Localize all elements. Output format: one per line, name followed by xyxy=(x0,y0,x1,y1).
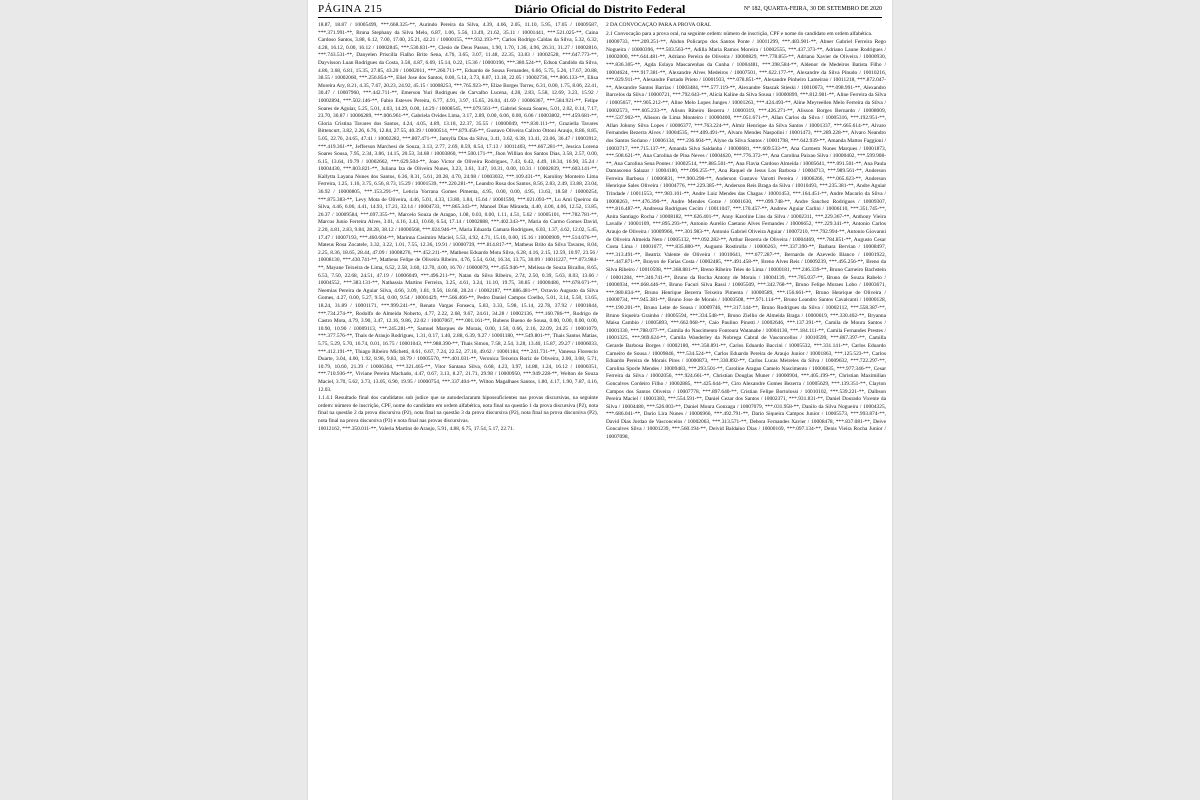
page-number: PÁGINA 215 xyxy=(318,3,383,15)
edition-info: Nº 182, QUARTA-FEIRA, 30 DE SETEMBRO DE 2020 xyxy=(743,6,882,12)
section-2-heading: 2 DA CONVOCAÇÃO PARA A PROVA ORAL xyxy=(606,22,712,28)
sub-judice-results-list: 10012162, ***.350.011-**, Valeria Martins de Araujo, 5.91, 4.88, 6.75, 17.54, 5.17, 22.71. xyxy=(318,426,515,433)
page-header xyxy=(318,3,882,18)
candidate-results-list: 18.87, 18.87 / 10005499, ***.668.325-**, Aurindo Pereira da Silva, 4.39, 4.66, 2.05, 11.10, 5.95, 17.05 / 10009587, ***.371.991-**, Bruna Stephany da Silva Melo, 6.87, 1.06, 5.56, 13.49, 21.62, 35.11 / 10001441, ***.521.025-**, Caina Cardoso Santos, 3.88, 6.12, 7.00, 17.00, 25.21, 42.21 / 10000155, ***.932.193-**, Carlos Rodrigo Caldas da Silva, 5.32, 6.32, 4.28, 16.12, 0.00, 16.12 / 10002845, ***.530.831-**, Clesio de Deus Passos, 1.90, 1.70, 1.36, 4.96, 26.31, 31.27 / 10002816, ***.743.531-**, Danyelen Priscilla Fialho Brito Sena, 4.76, 3.65, 3.07, 11.48, 22.35, 33.83 / 10002528, ***.647.773-**, Dayvisson Luan Rodrigues da Costa, 3.58, 4.87, 6.69, 15.14, 0.22, 15.36 / 10000196, ***.380.524-**, Edson Candido da Silva, 4.86, 3.68, 6.81, 15.35, 27.85, 43.20 / 10002011, ***.260.711-**, Eduardo de Sousa Fernandes, 6.66, 5.75, 5.26, 17.67, 20.88, 38.55 / 10002060, ***.256.854-**, Eliel Jose dos Santos, 0.00, 5.14, 3.73, 8.87, 13.18, 22.05 / 10002736, ***.806.133-**, Elisa Moreira Ary, 8.21, 4.35, 7.67, 20.23, 24.92, 45.15 / 10008253, ***.765.923-**, Elize Borges Torres, 6.31, 0.00, 1.75, 8.06, 22.41, 30.47 / 10007960, ***.442.711-**, Emerson Yuri Rodrigues de Carvalho Lucena, 4.28, 2.83, 5.58, 12.69, 3.23, 15.92 / 10002894, ***.502.146-**, Fabio Esteves Pereira, 6.77, 4.91, 3.97, 15.65, 26.04, 41.69 / 10006367, ***.584.921-**, Felipe Soares de Aguiar, 5.25, 5.01, 4.03, 14.29, 0.00, 14.29 / 10008545, ***.079.561-**, Gabriel Souza Soares, 5.01, 2.02, 0.14, 7.17, 23.70, 30.87 / 10006289, ***.006.961-**, Gabriela Ovides Lima, 3.17, 2.89, 0.00, 6.06, 0.00, 6.06 / 10003802, ***.459.681-**, Gloria Cristina Tavares dos Santos, 4.24, 4.05, 4.89, 13.18, 22.37, 35.55 / 10000049, ***.830.111-**, Graziella Tavares Bittencurt, 3.82, 2.26, 6.76, 12.84, 27.55, 40.39 / 10000514, ***.879.456-**, Gustavo Oliveira Calixto Ottoni Araujo, 8.86, 8.85, 5.05, 22.76, 24.65, 47.41 / 10002282, ***.807.471-**, Jamylla Dias da Silva, 3.41, 3.62, 6.38, 13.41, 23.06, 36.47 / 10003912, ***.419.361-**, Jefferson Marchesi de Souza, 3.13, 2.77, 2.69, 8.59, 8.54, 17.13 / 10011403, ***.667.281-**, Jessica Lorena Soares Sousa, 7.95, 2.34, 3.86, 14.15, 20.53, 34.68 / 10003860, ***.500.171-**, Jhon Willian dos Santos Dias, 3.58, 2.57, 0.00, 6.15, 13.64, 19.79 / 10002662, ***.629.504-**, Joao Victor de Oliveira Rodrigues, 7.43, 6.42, 4.49, 18.34, 16.90, 35.24 / 10004430, ***.803.821-**, Juliana Iza de Oliveira Nunes, 3.23, 3.61, 3.47, 10.31, 0.00, 10.31 / 10002839, ***.603.141-**, Kallytta Layana Nunes dos Santos, 6.36, 8.31, 5.61, 20.28, 4.70, 24.98 / 10003032, ***.109.431-**, Karoliny Monteiro Lima Ferreira, 1.25, 1.16, 3.75, 6.56, 8.73, 15.29 / 10001539, ***.220.281-**, Leandro Rosa dos Santos, 8.56, 2.83, 2.49, 13.88, 23.04, 36.92 / 10000805, ***.153.291-**, Leticia Yorrana Gomes Pimenta, 4.95, 0.00, 0.00, 4.95, 13.63, 18.58 / 10000254, ***.875.383-**, Levy Mota de Oliveira, 4.46, 5.01, 4.33, 13.80, 1.84, 15.64 / 10001590, ***.021.093-**, Lu Ami Queiroz da Silva, 4.46, 6.06, 4.41, 14.93, 17.21, 32.14 / 10004733, ***.865.343-**, Manoel Dias Miranda, 4.40, 4.06, 4.06, 12.52, 13.85, 26.37 / 10009584, ***.697.355-**, Marcelo Souza de Aragao, 1.08, 0.03, 0.00, 1.11, 4.51, 5.62 / 10005101, ***.782.781-**, Marcus Junio Ferreira Alves, 3.01, 4.16, 3.43, 10.60, 6.54, 17.14 / 10002888, ***.402.343-**, Maria do Carmo Gomes David, 2.20, 4.81, 2.83, 9.84, 28.28, 38.12 / 10000568, ***.024.946-**, Maria Eduarda Camara Rodrigues, 6.03, 1.37, 4.62, 12.02, 5.45, 17.47 / 10007193, ***.460.604-**, Marinna Casimiro Maciel, 5.53, 4.92, 4.71, 15.16, 0.00, 15.16 / 10000909, ***.514.076-**, Mateus Rosa Zocatele, 3.32, 3.22, 1.01, 7.55, 12.36, 19.91 / 10000739, ***.814.817-**, Matheus Brito da Silva Tavares, 8.04, 2.25, 8.36, 18.65, 28.44, 47.09 / 10008276, ***.452.211-**, Matheus Eduardo Mota Silva, 6.28, 4.16, 2.15, 12.59, 10.97, 23.56 / 10008130, ***.430.741-**, Matheus Felipe de Oliveira Ribeiro, 4.76, 5.54, 6.04, 16.34, 13.75, 30.09 / 10011227, ***.073.984-**, Mayane Teixeira de Lima, 6.52, 2.58, 3.60, 12.70, 4.00, 16.70 / 10000079, ***.455.946-**, Melissa de Souza Bicalho, 8.65, 6.53, 7.50, 22.68, 24.51, 47.19 / 10006049, ***.496.211-**, Natan da Silva Ribeiro, 2.74, 2.50, 0.39, 5.63, 8.03, 13.66 / 10004552, ***.383.131-**, Nathassia Martins Ferreira, 3.25, 4.61, 3.24, 11.10, 19.75, 30.85 / 10000486, ***.678.671-**, Neemias Pereira de Aguiar Silva, 4.66, 3.09, 1.81, 9.56, 18.68, 28.24 / 10002187, ***.886.481-**, Octavio Augusto da Silva Gomes, 4.27, 0.00, 5.27, 9.54, 0.00, 9.54 / 10001429, ***.566.466-**, Pedro Daniel Campos Coelho, 5.01, 3.14, 5.50, 13.65, 18.24, 31.89 / 10001171, ***.999.241-**, Renato Vargas Fonseca, 5.83, 3.33, 5.98, 15.14, 22.78, 37.92 / 10001844, ***.734.274-**, Rodolfo de Almeida Noberto, 4.77, 2.22, 2.68, 9.67, 24.61, 34.28 / 10002136, ***.160.786-**, Rodrigo de Castro Mota, 4.79, 3.90, 3.47, 12.16, 9.86, 22.02 / 10007067, ***.001.161-**, Rubens Bueno de Sousa, 0.00, 0.00, 0.00, 0.00, 10.90, 10.90 / 10009113, ***.245.281-**, Samuel Marques de Morais, 0.00, 1.50, 0.66, 2.16, 22.09, 24.25 / 10001079, ***.377.576-**, Thais de Araujo Rodrigues, 1.31, 0.17, 1.40, 2.88, 6.39, 9.27 / 10001180, ***.549.801-**, Thais Santos Matias, 5.75, 5.29, 5.70, 16.74, 0.01, 16.75 / 10001043, ***.988.390-**, Thais Simon, 7.58, 2.54, 3.28, 13.40, 15.87, 29.27 / 10006033, ***.412.191-**, Thiago Ribeiro Michetti, 8.61, 6.67, 7.24, 22.52, 27.10, 49.62 / 10001184, ***.241.731-**, Vanessa Florencio Duarte, 3.04, 4.00, 1.92, 8.96, 9.83, 18.79 / 10005570, ***.401.031-**, Veronica Teixeira Roriz de Oliveira, 2.00, 3.08, 5.71, 10.79, 10.60, 21.39 / 10006364, ***.321.465-**, Vitor Santana Silva, 6.68, 4.23, 3.97, 14.88, 1.24, 16.12 / 10000351, ***.710.936-**, Viviane Pereira Machado, 4.47, 0.67, 3.13, 8.27, 21.71, 29.98 / 10000950, ***.949.228-**, Welton de Souza Maciel, 3.70, 5.62, 3.73, 13.05, 6.90, 19.95 / 10000754, ***.337.404-**, Wilton Magalhaes Santos, 1.80, 4.17, 1.90, 7.87, 4.16, 12.03. xyxy=(318,22,598,393)
journal-title: Diário Oficial do Distrito Federal xyxy=(514,2,686,16)
right-column xyxy=(606,22,886,798)
oral-exam-convocation-list: 10000733, ***.209.251-**, Abdon Policarpo dos Santos Ponte / 10011299, ***.483.901-**, Abner Gabriel Ferreira Rego Nogueira / 10000396, ***.503.563-**, Adilla Maria Ramos Moreira / 10002555, ***.437.373-**, Adriano Laune Rodrigues / 10002000, ***.644.481-**, Adriano Pereira de Oliveira / 10000829, ***.778.855-**, Adriano Xavier de Oliveira / 10000930, ***.836.305-**, Agda Eslaya Mascarenhas da Cunha / 10004481, ***.398.584-**, Aldenor de Medeiros Batista Filho / 10004624, ***.917.381-**, Alexandre Alves Medeiros / 10007501, ***.622.177-**, Alexandre da Silva Pinudo / 10010216, ***.029.911-**, Alexandre Furtado Prieto / 10001933, ***.078.851-**, Alexandre Pinheiro Lameirao / 10011218, ***.872.047-**, Alexandre Santos Barrias / 10003484, ***.577.119-**, Alexandre Staszak Stieski / 10010673, ***.098.991-**, Alexandro Barcelos da Silva / 10000721, ***.792.643-**, Alicia Kaline da Silva Sousa / 10000899, ***.812.981-**, Aline Ferreira da Silva / 10005657, ***.905.212-**, Aline Melo Lopes Junges / 10001263, ***.424.493-**, Aline Meyreellen Melo Ferreira da Silva / 10002573, ***.605.233-**, Alison Ribeiro Bezerra / 10000319, ***.426.271-**, Alisson Borges Bernardo / 10008009, ***.537.902-**, Alisson de Lima Monteiro / 10000400, ***.051.671-**, Allan Carlos da Silva / 10005316, ***.192.951-**, Allan Johnny Silva Lopes / 10006377, ***.763.224-**, Almir Henrique da Silva Santos / 10001337, ***.665.614-**, Alvaro Fernandes Bezerra Alves / 10004535, ***.409.491-**, Alvaro Mendes Naspolini / 10001473, ***.289.228-**, Alvaro Neandro dos Santos Soriano / 10006134, ***.236.604-**, Alyne da Silva Santos / 10001798, ***.642.939-**, Amanda Mattos Faggioni / 10003717, ***.715.137-**, Amanda Silva Saldanha / 10000681, ***.609.533-**, Ana Carmem Nunes Marques / 10001873, ***.508.621-**, Ana Carolina de Pina Neves / 10004620, ***.776.372-**, Ana Carolina Paixao Silva / 10000402, ***.599.908-**, Ana Carolina Sena Pontes / 10002514, ***.885.501-**, Ana Flavia Cardoso Almeida / 10005641, ***.091.501-**, Ana Paula Damasceno Salazar / 10004180, ***.096.255-**, Ana Raquel de Jesus Los Barbosa / 10004713, ***.989.561-**, Anderson Ferreira Barbosa / 10006831, ***.900.298-**, Anderson Gustavo Varotti Pereira / 10006266, ***.065.623-**, Anderson Henrique Sales Oliveira / 10004776, ***.229.385-**, Anderson Reis Braga da Silva / 10010493, ***.235.381-**, Andre Aguiar Trindade / 10011553, ***.983.101-**, Andre Luiz Mendes das Chagas / 10001453, ***.164.451-**, Andre Macario da Silva / 10008263, ***.476.390-**, Andre Mendes Gotze / 10001630, ***.099.748-**, Andre Sanchez Rodrigues / 10009307, ***.816.487-**, Andressa Rodrigues Cecim / 10011047, ***.170.457-**, Andrew Aguiar Carlini / 10006110, ***.351.745-**, Anita Santiago Rocha / 10008182, ***.626.401-**, Anny Karoline Lins da Silva / 10002311, ***.229.367-**, Anthony Vieira Lavalle / 10001109, ***.895.293-**, Antonio Aurelio Caetano Alves Fernandes / 10006652, ***.229.341-**, Antonio Carlos Araujo de Oliveira / 10009966, ***.301.983-**, Antonio Gabriel Oliveira Aguiar / 10007210, ***.792.994-**, Antonio Giovanni de Oliveira Almeida Neto / 10005132, ***.092.282-**, Arthur Bezerra de Oliveira / 10004469, ***.784.851-**, Augusto Cesar Costa Lima / 10001677, ***.835.880-**, Augusto Rostirolla / 10006263, ***.337.390-**, Barbara Bervian / 10008497, ***.313.491-**, Beatriz Valente de Oliveira / 10010641, ***.677.287-**, Bernardo de Azevedo Blanco / 10001922, ***.447.871-**, Brayon de Farias Costa / 10002485, ***.491.458-**, Breno Alves Reis / 10009239, ***.495.256-**, Breno da Silva Ribeiro / 10010598, ***.368.881-**, Breno Ribeiro Teles de Lima / 10000181, ***.246.339-**, Bruno Carneiro Bachstein / 10001284, ***.346.741-**, Bruno da Rocha Antony de Morais / 10004139, ***.765.037-**, Bruno de Souza Rabelo / 10006934, ***.668.446-**, Bruno Facuri Silva Rassi / 10005509, ***.342.768-**, Bruno Felipe Moraes Lobo / 10003671, ***.980.834-**, Bruno Henrique Bezerra Teixeira Pimenta / 10000589, ***.156.661-**, Bruno Henrique de Oliveira / 10000734, ***.945.381-**, Bruno Jose de Morais / 10003508, ***.971.114-**, Bruno Leandro Santos Cavalcanti / 10000128, ***.190.201-**, Bruno Leite de Sousa / 10009746, ***.317.144-**, Bruno Rodrigues da Silva / 10002112, ***.558.387-**, Bruno Siqueira Grainho / 10005594, ***.334.548-**, Bruno Ziellio de Almeida Braga / 10000619, ***.330.402-**, Bryanna Maisa Cambio / 10005893, ***.662.968-**, Caio Paulino Pinotti / 10002646, ***.137.391-**, Camila de Moura Santos / 10001330, ***.788.077-**, Camila do Nascimento Fontoura Watanabe / 10004130, ***.184.111-**, Camila Fernandes Prestes / 10001325, ***.969.624-**, Camila Wanderley da Nobrega Cabral de Vasconcellos / 10010599, ***.867.397-**, Camilla Gerarde Barbosa Borges / 10002180, ***.358.891-**, Carlos Eduardo Baccini / 10005532, ***.331.141-**, Carlos Eduardo Carneiro de Sousa / 10009846, ***.534.524-**, Carlos Eduardo Pereira de Araujo Junior / 10001863, ***.125.523-**, Carlos Eduardo Pereira de Morais Pires / 10000873, ***.330.892-**, Carlos Lucas Meireles da Silva / 10009632, ***.722.297-**, Carolina Sporle Mendes / 10009483, ***.293.501-**, Caroline Aragao Camelo Nascimento / 10000835, ***.977.346-**, Cesar Ferreira da Silva / 10002056, ***.924.661-**, Christian Douglas Muner / 10000904, ***.405.199-**, Christian Maximilian Goncalves Cordeiro Filho / 10002885, ***.425.644-**, Ciro Alexandre Gomes Bezerra / 10005629, ***.139.351-**, Clayton Campos dos Santos Oliveira / 10007778, ***.897.640-**, Cristian Felipe Bortolossi / 10010102, ***.539.221-**, Dalbson Pereira Maciel / 10001383, ***.554.591-**, Daniel Cezar dos Santos / 10002371, ***.931.831-**, Daniel Dourado Vicente da Silva / 10004480, ***.526.003-**, Daniel Moura Gonzaga / 10007079, ***.031.958-**, Danilo da Silva Nogueira / 10004325, ***.686.041-**, Dario Lira Nunes / 10006966, ***.492.791-**, Dario Siqueira Campos Junior / 10005573, ***.993.874-**, David Dias Jordao de Vasconcelos / 10002063, ***.313.571-**, Debora Fernandes Xavier / 10008478, ***.837.081-**, Deive Goncalves Silva / 10001239, ***.560.194-**, Deivid Baldaino Dias / 10000169, ***.097.134-**, Denis Vieira Rocha Junior / 10007098, xyxy=(606,39,886,441)
left-column xyxy=(318,22,598,798)
section-1-1-4-1-text: 1.1.4.1 Resultado final dos candidatos sub judice que se autodeclararam hipossuficientes nas provas discursivas, na seguinte ordem: número de inscrição, CPF, nome do candidato em ordem alfabética, nota final na questão 1 da prova discursiva (P2), nota final na questão 2 da prova discursiva (P2), nota final na questão 3 da prova discursiva (P2), nota final na prova discursiva (P2), nota final na prova discursiva (P3) e nota final nas provas discursivas. xyxy=(318,395,598,424)
section-2-1-text: 2.1 Convocação para a prova oral, na seguinte ordem: número de inscrição, CPF e nome do candidato em ordem alfabética. xyxy=(606,30,873,37)
document-page xyxy=(308,0,892,800)
